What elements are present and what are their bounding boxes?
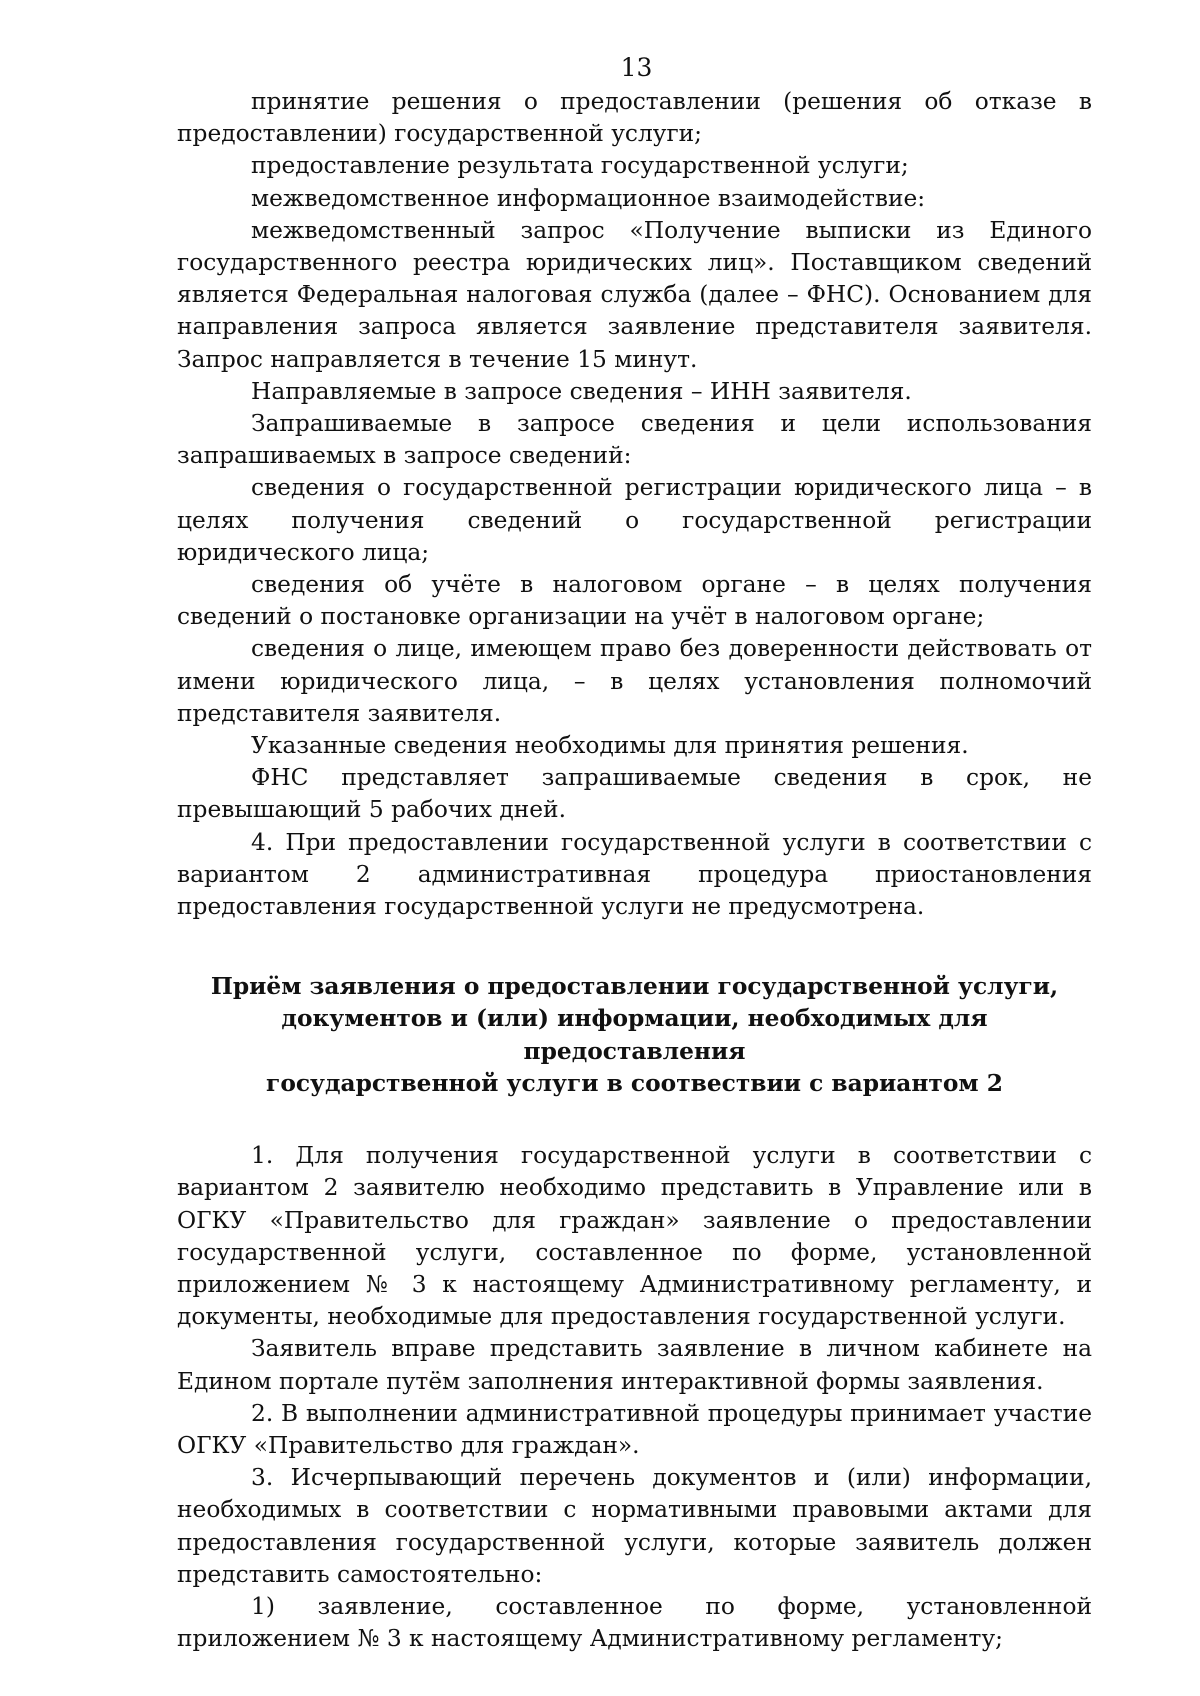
section-heading-line: Приём заявления о предоставлении государственной услуги, — [210, 973, 1059, 1001]
paragraph: Запрашиваемые в запросе сведения и цели использования запрашиваемых в запросе сведений: — [177, 410, 1092, 470]
page-number: 13 — [620, 53, 653, 82]
paragraph: сведения о лице, имеющем право без доверенности действовать от имени юридического лица, – в целях установления полномочий представителя заявителя. — [177, 635, 1092, 727]
section-heading — [177, 971, 1092, 1100]
section-heading-line: документов и (или) информации, необходимых для предоставления — [281, 1005, 988, 1065]
paragraph: сведения о государственной регистрации юридического лица – в целях получения сведений о государственной регистрации юридического лица; — [177, 474, 1092, 566]
paragraph: предоставление результата государственной услуги; — [251, 152, 909, 180]
paragraph: межведомственный запрос «Получение выписки из Единого государственного реестра юридических лиц». Поставщиком сведений является Федеральная налоговая служба (далее – ФНС). Основанием для направления запроса является заявление представителя заявителя. Запрос направляется в течение 15 минут. — [177, 216, 1092, 373]
paragraph: 2. В выполнении административной процедуры принимает участие ОГКУ «Правительство для граждан». — [177, 1399, 1092, 1459]
paragraph: 1. Для получения государственной услуги в соответствии с вариантом 2 заявителю необходимо представить в Управление или в ОГКУ «Правительство для граждан» заявление о предоставлении государственной услуги, составленное по форме, установленной приложением № 3 к настоящему Административному регламенту, и документы, необходимые для предоставления государственной услуги. — [177, 1142, 1092, 1331]
paragraph: Заявитель вправе представить заявление в личном кабинете на Едином портале путём заполнения интерактивной формы заявления. — [177, 1335, 1092, 1395]
paragraph: Направляемые в запросе сведения – ИНН заявителя. — [251, 377, 912, 405]
paragraph: принятие решения о предоставлении (решения об отказе в предоставлении) государственной услуги; — [177, 88, 1092, 148]
paragraph: ФНС представляет запрашиваемые сведения в срок, не превышающий 5 рабочих дней. — [177, 764, 1092, 824]
section-heading-line: государственной услуги в соотвествии с вариантом 2 — [266, 1069, 1003, 1097]
paragraph: межведомственное информационное взаимодействие: — [251, 184, 926, 212]
paragraph: 1) заявление, составленное по форме, установленной приложением № 3 к настоящему Административному регламенту; — [177, 1592, 1092, 1653]
paragraph: сведения об учёте в налоговом органе – в целях получения сведений о постановке организации на учёт в налоговом органе; — [177, 571, 1092, 631]
paragraph: Указанные сведения необходимы для принятия решения. — [251, 732, 969, 760]
paragraph: 3. Исчерпывающий перечень документов и (или) информации, необходимых в соответствии с нормативными правовыми актами для предоставления государственной услуги, которые заявитель должен представить самостоятельно: — [177, 1464, 1092, 1588]
paragraph: 4. При предоставлении государственной услуги в соответствии с вариантом 2 административная процедура приостановления предоставления государственной услуги не предусмотрена. — [177, 828, 1092, 921]
